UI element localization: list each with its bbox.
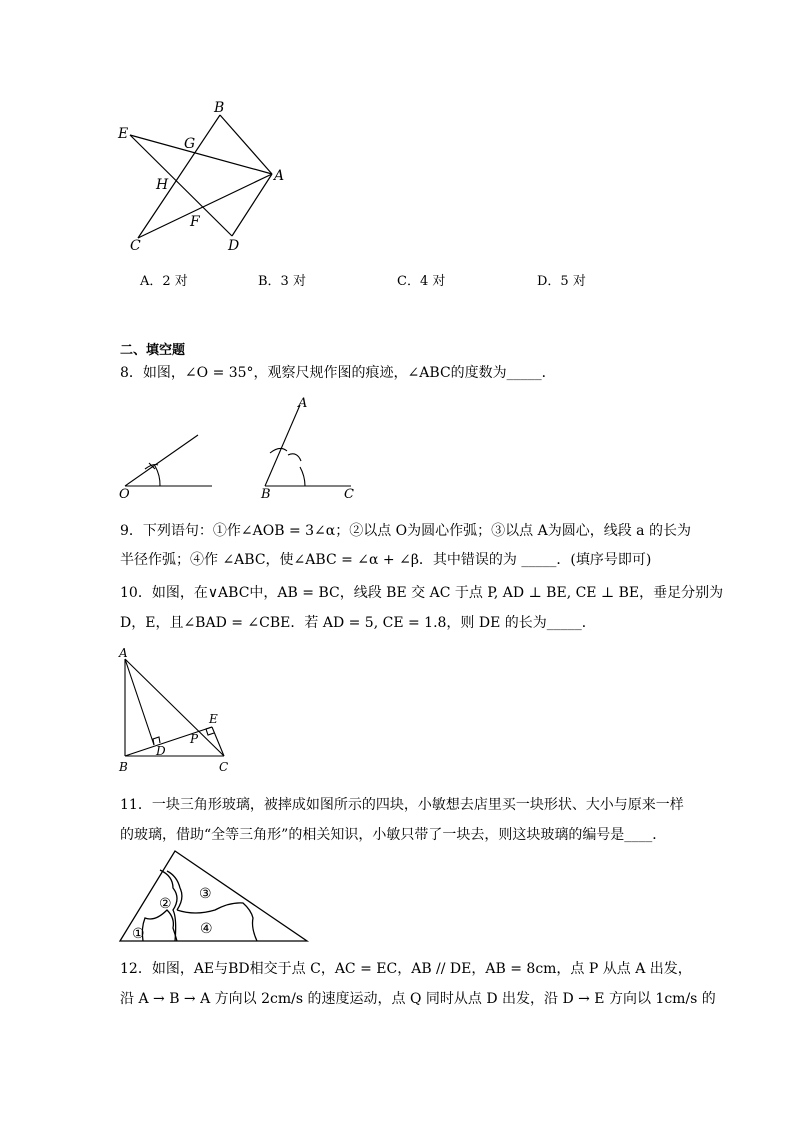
label-B8: B <box>261 487 271 502</box>
option-a: A．2 对 <box>140 274 188 289</box>
q11-line1: 11．一块三角形玻璃，被摔成如图所示的四块，小敏想去店里买一块形状、大小与原来一样 <box>120 797 684 813</box>
piece-2: ② <box>159 896 172 912</box>
q7-figure <box>110 98 310 258</box>
q11-line2: 的玻璃，借助“全等三角形”的相关知识，小敏只带了一块去，则这块玻璃的编号是____． <box>120 827 667 843</box>
section-heading: 二、填空题 <box>120 343 186 358</box>
label-P10: P <box>190 732 199 746</box>
q9-line2: 半径作弧；④作 ∠ABC，使∠ABC = ∠α + ∠β．其中错误的为 _____．(填序号即可) <box>120 552 652 568</box>
q11-figure <box>115 848 315 948</box>
label-A10: A <box>119 646 128 660</box>
label-F: F <box>190 214 200 230</box>
q10-line2: D，E，且∠BAD = ∠CBE．若 AD = 5, CE = 1.8，则 DE 的长为_____． <box>120 615 596 631</box>
label-H: H <box>156 177 169 193</box>
label-D: D <box>228 238 240 254</box>
label-A: A <box>274 168 285 184</box>
label-A8: A <box>298 396 308 411</box>
label-C8: C <box>344 487 354 502</box>
label-D10: D <box>156 744 166 758</box>
label-B10: B <box>119 760 128 774</box>
piece-4: ④ <box>200 921 213 937</box>
label-C10: C <box>219 760 229 774</box>
label-B: B <box>214 100 225 116</box>
option-d: D．5 对 <box>537 274 586 289</box>
piece-3: ③ <box>199 886 212 902</box>
label-G: G <box>184 136 196 152</box>
q10-figure <box>115 645 255 775</box>
q8-text: 8．如图，∠O = 35°，观察尺规作图的痕迹，∠ABC的度数为_____． <box>120 365 556 381</box>
q8-figure <box>115 395 375 505</box>
option-c: C．4 对 <box>397 274 446 289</box>
q12-line2: 沿 A → B → A 方向以 2cm/s 的速度运动，点 Q 同时从点 D 出发，沿 D → E 方向以 1cm/s 的 <box>120 991 716 1007</box>
label-E10: E <box>209 712 218 726</box>
option-b: B．3 对 <box>258 274 306 289</box>
q10-line1: 10．如图，在∨ABC中，AB = BC，线段 BE 交 AC 于点 P, AD ⊥ BE, CE ⊥ BE，垂足分别为 <box>120 585 724 601</box>
piece-1: ① <box>132 926 145 942</box>
label-C: C <box>130 238 141 254</box>
q9-line1: 9．下列语句：①作∠AOB = 3∠α；②以点 O为圆心作弧；③以点 A为圆心，线段 a 的长为 <box>120 523 691 539</box>
label-O: O <box>119 487 130 502</box>
label-E: E <box>118 126 129 142</box>
q12-line1: 12．如图，AE与BD相交于点 C，AC = EC，AB // DE，AB = 8cm，点 P 从点 A 出发， <box>120 961 692 977</box>
